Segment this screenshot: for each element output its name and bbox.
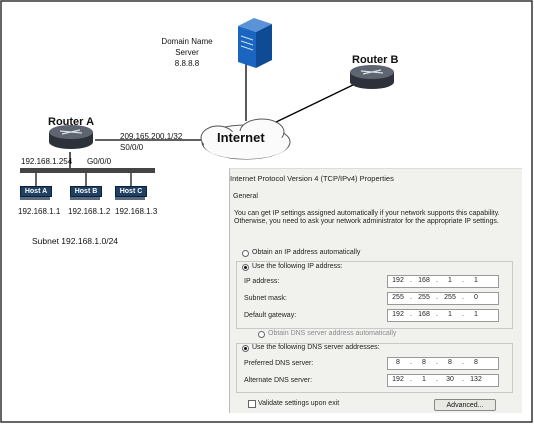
internet-label: Internet (217, 130, 265, 145)
dialog-description: You can get IP settings assigned automatically if your network supports this capability. Otherwise, you need to ask your network administrator for the appropriate IP settings. (234, 210, 500, 226)
router-a-wan-interface: S0/0/0 (120, 143, 144, 152)
preferred-dns-label: Preferred DNS server: (244, 360, 314, 367)
dns-title-line1: Domain Name (161, 37, 213, 46)
use-following-ip-radio[interactable] (242, 264, 249, 271)
advanced-button[interactable]: Advanced... (434, 399, 496, 411)
tab-general[interactable]: General (233, 193, 258, 200)
router-a-lan-ip: 192.168.1.254 (21, 157, 73, 166)
dns-address: 8.8.8.8 (174, 59, 200, 68)
host-c-ip: 192.168.1.3 (115, 207, 158, 216)
ipv4-properties-dialog (229, 168, 522, 413)
ip-address-label: IP address: (244, 278, 280, 285)
dns-title-line2: Server (175, 48, 199, 57)
use-following-dns-label: Use the following DNS server addresses: (252, 344, 380, 351)
dns-server-icon (238, 18, 272, 68)
obtain-ip-auto-label: Obtain an IP address automatically (252, 249, 361, 256)
router-b-label: Router B (352, 54, 399, 66)
alternate-dns-field[interactable]: 192 . 1 . 30 . 132 (387, 374, 499, 387)
dialog-title: Internet Protocol Version 4 (TCP/IPv4) Properties (230, 174, 394, 183)
host-a-ip: 192.168.1.1 (18, 207, 61, 216)
dns-server-label (148, 36, 226, 69)
router-a-label: Router A (48, 116, 95, 128)
router-b-icon (350, 65, 394, 89)
host-b-ip: 192.168.1.2 (68, 207, 111, 216)
subnet-label: Subnet 192.168.1.0/24 (32, 236, 119, 246)
default-gateway-field[interactable]: 192 . 168 . 1 . 1 (387, 309, 499, 322)
router-a-icon (49, 125, 93, 149)
subnet-mask-field[interactable]: 255 . 255 . 255 . 0 (387, 292, 499, 305)
router-a-lan-interface: G0/0/0 (87, 157, 112, 166)
ip-address-field[interactable]: 192 . 168 . 1 . 1 (387, 275, 499, 288)
link-internet-router-b (272, 84, 355, 124)
use-following-dns-radio[interactable] (242, 345, 249, 352)
subnet-mask-label: Subnet mask: (244, 295, 287, 302)
validate-settings-checkbox[interactable] (248, 400, 256, 408)
validate-settings-label: Validate settings upon exit (258, 400, 340, 407)
host-b-icon: Host B (70, 186, 102, 197)
obtain-ip-auto-radio[interactable] (242, 250, 249, 257)
use-following-ip-label: Use the following IP address: (252, 263, 343, 270)
host-a-icon: Host A (20, 186, 52, 197)
preferred-dns-field[interactable]: 8 . 8 . 8 . 8 (387, 357, 499, 370)
default-gateway-label: Default gateway: (244, 312, 297, 319)
obtain-dns-auto-radio[interactable] (258, 331, 265, 338)
alternate-dns-label: Alternate DNS server: (244, 377, 313, 384)
lan-switch-icon (20, 168, 155, 186)
router-a-wan-ip: 209.165.200.1/32 (120, 132, 183, 141)
host-c-icon: Host C (115, 186, 147, 197)
obtain-dns-auto-label: Obtain DNS server address automatically (268, 330, 397, 337)
